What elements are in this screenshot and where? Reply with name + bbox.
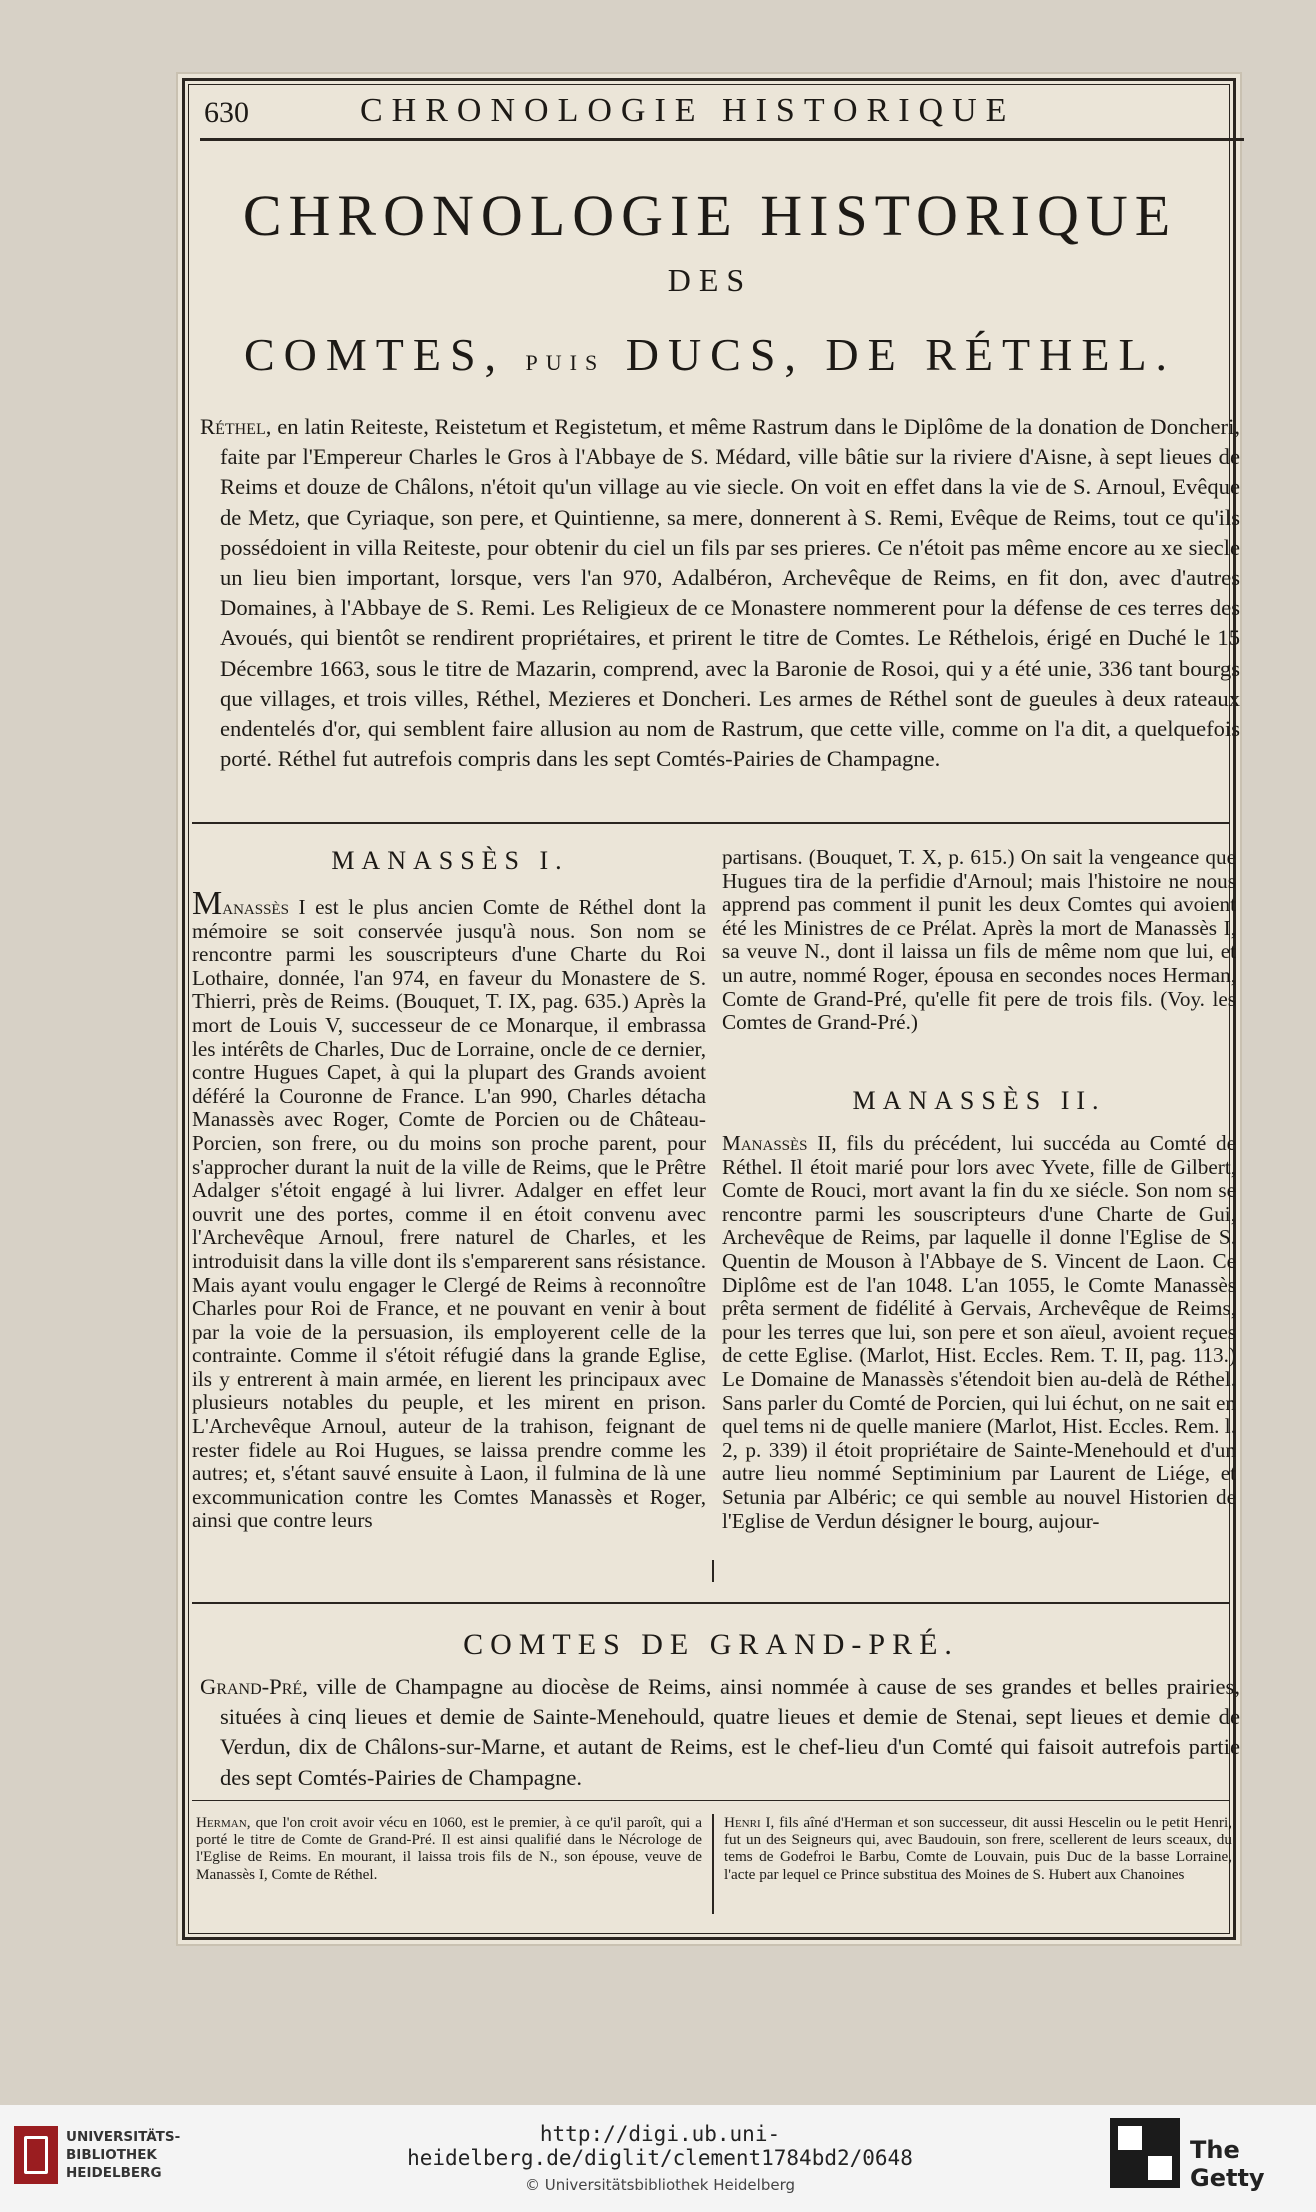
intro-paragraph (200, 412, 1240, 804)
left-lead: anassès (222, 895, 289, 919)
herman-lead: Herman (196, 1814, 247, 1831)
section-rule-2 (192, 1602, 1230, 1604)
intro-lead: Réthel (200, 414, 266, 439)
right-text: II, fils du précédent, lui succéda au Comté de Réthel. Il étoit marié pour lors avec Yvete, fille de Gilbert, Comte de Rouci, mort avant la fin du xe siécle. Son nom se rencontre parmi les souscripteurs d'une Charte de Gui, Archevêque de Reims, par laquelle il donne l'Eglise de S. Quentin de Mouson à l'Abbaye de S. Vincent de Laon. Ce Diplôme est de l'an 1048. L'an 1055, le Comte Manassès prêta serment de fidélité à Gervais, Archevêque de Reims, pour les terres que lui, son pere et son aïeul, avoient reçues de cette Eglise. (Marlot, Hist. Eccles. Rem. T. II, pag. 113.) Le Domaine de Manassès s'étendoit bien au-delà de Réthel. Sans parler du Comté de Porcien, qui lui échut, on ne sait en quel tems ni de quelle maniere (Marlot, Hist. Eccles. Rem. l. 2, p. 339) il étoit propriétaire de Sainte-Menehould et d'un autre lieu nommé Septiminium par Laurent de Liége, et Setunia par Albéric; ce qui semble au nouvel Historien de l'Eglise de Verdun désigner le bourg, aujour- (722, 1131, 1236, 1533)
dropcap-m: M (192, 885, 223, 922)
intro-text: , en latin Reiteste, Reistetum et Registetum, et même Rastrum dans le Diplôme de la donation de Doncheri, faite par l'Empereur Charles le Gros à l'Abbaye de S. Médard, ville bâtie sur la riviere d'Aisne, à sept lieues de Reims et douze de Châlons, n'étoit qu'un village au vie siecle. On voit en effet dans la vie de S. Arnoul, Evêque de Metz, que Cyriaque, son pere, et Quintienne, sa mere, donnerent à S. Remi, Evêque de Reims, tout ce qu'ils possédoient in villa Reiteste, pour obtenir du ciel un fils par ses prieres. Ce n'étoit pas même encore au xe siecle un lieu bien important, lorsque, vers l'an 970, Adalbéron, Archevêque de Reims, en fit don, avec d'autres Domaines, à l'Abbaye de S. Remi. Les Religieux de ce Monastere nommerent pour la défense de ces terres des Avoués, qui bientôt se rendirent propriétaires, et prirent le titre de Comtes. Le Réthelois, érigé en Duché le 15 Décembre 1663, sous le titre de Mazarin, comprend, avec la Baronie de Rosoi, qui y a été unie, 336 tant bourgs que villages, et trois villes, Réthel, Mezieres et Doncheri. Les armes de Réthel sont de gueules à deux rateaux endentelés d'or, qui semblent faire allusion au nom de Rastrum, que cette ville, comme on l'a dit, a quelquefois porté. Réthel fut autrefois compris dans les sept Comtés-Pairies de Champagne. (220, 414, 1240, 772)
grandpre-text: , ville de Champagne au diocèse de Reims, ainsi nommée à cause de ses grandes et belles prairies, situées à cinq lieues et demie de Sainte-Menehould, quatre lieues et demie de Stenai, sept lieues et demie de Verdun, dix de Châlons-sur-Marne, et autant de Reims, est le chef-lieu d'un Comté qui faisoit autrefois partie des sept Comtés-Pairies de Champagne. (220, 1674, 1240, 1790)
herman-note (196, 1814, 702, 1924)
heidelberg-logo[interactable] (14, 2122, 214, 2188)
left-text: I est le plus ancien Comte de Réthel dont la mémoire se soit conservée jusqu'à nous. Son nom se rencontre parmi les souscripteurs d'une Charte du Roi Lothaire, donnée, l'an 974, en faveur du Monastere de S. Thierri, près de Reims. (Bouquet, T. IX, pag. 635.) Après la mort de Louis V, successeur de ce Monarque, il embrassa les intérêts de Charles, Duc de Lorraine, oncle de ce dernier, contre Hugues Capet, à qui la plupart des Grands avoient déféré la Couronne de France. L'an 990, Charles détacha Manassès avec Roger, Comte de Porcien ou de Château-Porcien, son frere, ou du moins son proche parent, pour s'approcher durant la nuit de la ville de Reims, que le Prêtre Adalger s'étoit engagé à lui livrer. Adalger en effet leur ouvrit une des portes, comme il en étoit convenu avec l'Archevêque Arnoul, frere naturel de Charles, et les introduisit dans la ville dont ils s'emparerent sans résistance. Mais ayant voulu engager le Clergé de Reims à reconnoître Charles pour Roi de France, et ne pouvant en venir à bout par la voie de la persuasion, ils employerent celle de la contrainte. Comme il s'étoit réfugié dans la grande Eglise, ils y entrerent à main armée, en lierent les principaux avec plusieurs notables du peuple, et les mirent en prison. L'Archevêque Arnoul, auteur de la trahison, feignant de rester fidele au Roi Hugues, se laissa prendre comme les autres; et, s'étant sauvé ensuite à Laon, il fulmina de là une excommunication contre les Comtes Manassès et Roger, ainsi que contre leurs (192, 895, 706, 1533)
section-rule-1 (192, 822, 1230, 824)
heading-manasses-1: MANASSÈS I. (331, 846, 569, 875)
section-rule-3 (192, 1800, 1230, 1801)
column-bracket (712, 1560, 719, 1582)
running-title: CHRONOLOGIE HISTORIQUE (360, 92, 1016, 129)
head-rule (200, 138, 1244, 141)
title-comtes-part1: COMTES, (243, 329, 506, 380)
title-comtes-part2: DUCS, DE RÉTHEL. (625, 329, 1177, 380)
getty-name: The Getty (1190, 2136, 1265, 2192)
copyright-notice: © Universitätsbibliothek Heidelberg (524, 2176, 795, 2194)
column-right (722, 1132, 1236, 1584)
heading-grand-pre: COMTES DE GRAND-PRÉ. (463, 1628, 959, 1661)
running-head (200, 88, 1220, 132)
library-seal-icon (14, 2126, 58, 2184)
heading-manasses-2: MANASSÈS II. (852, 1086, 1106, 1115)
getty-mark-icon (1110, 2118, 1180, 2188)
title-des: DES (667, 262, 753, 298)
henri-text: I, fils aîné d'Herman et son successeur, dit aussi Hescelin ou le petit Henri, fut un des Seigneurs qui, avec Baudouin, son frere, scellerent de leurs sceaux, du tems de Godefroi le Barbu, Comte de Louvain, puis Duc de la basse Lorraine, l'acte par lequel ce Prince substitua des Moines de S. Hubert aux Chanoines (724, 1814, 1232, 1883)
right-lead: Manassès (722, 1131, 808, 1155)
henri-lead: Henri (724, 1814, 761, 1831)
column-right-continuation: partisans. (Bouquet, T. X, p. 615.) On sait la vengeance que Hugues tira de la perfidie d'Arnoul; mais l'histoire ne nous apprend pas comment il punit les deux Comtes qui avoient été les Ministres de ce Prélat. Après la mort de Manassès I, sa veuve N., dont il laissa un fils de même nom que lui, et un autre, nommé Roger, épousa en secondes noces Herman, Comte de Grand-Pré, qu'elle fit pere de trois fils. (Voy. les Comtes de Grand-Pré.) (722, 845, 1236, 1035)
getty-logo[interactable] (1110, 2118, 1310, 2192)
library-name: UNIVERSITÄTS- BIBLIOTHEK HEIDELBERG (66, 2129, 181, 2181)
title-comtes (190, 328, 1230, 381)
henri-note (724, 1814, 1232, 1924)
grandpre-lead: Grand-Pré (200, 1674, 303, 1699)
herman-text: , que l'on croit avoir vécu en 1060, est le premier, à ce qu'il paroît, qui a porté le titre de Comte de Grand-Pré. Il est ainsi qualifié dans le Nécrologe de l'Eglise de Reims. En mourant, il laissa trois fils de N., son épouse, veuve de Manassès I, Comte de Réthel. (196, 1814, 702, 1883)
permalink-url[interactable]: http://digi.ub.uni-heidelberg.de/diglit/clement1784bd2/0648 (407, 2122, 913, 2170)
grandpre-paragraph (200, 1672, 1240, 1794)
title-puis: PUIS (525, 350, 606, 375)
page-number: 630 (204, 96, 249, 129)
main-title: CHRONOLOGIE HISTORIQUE (242, 183, 1178, 248)
note-bracket (712, 1814, 719, 1914)
column-left (192, 885, 706, 1582)
